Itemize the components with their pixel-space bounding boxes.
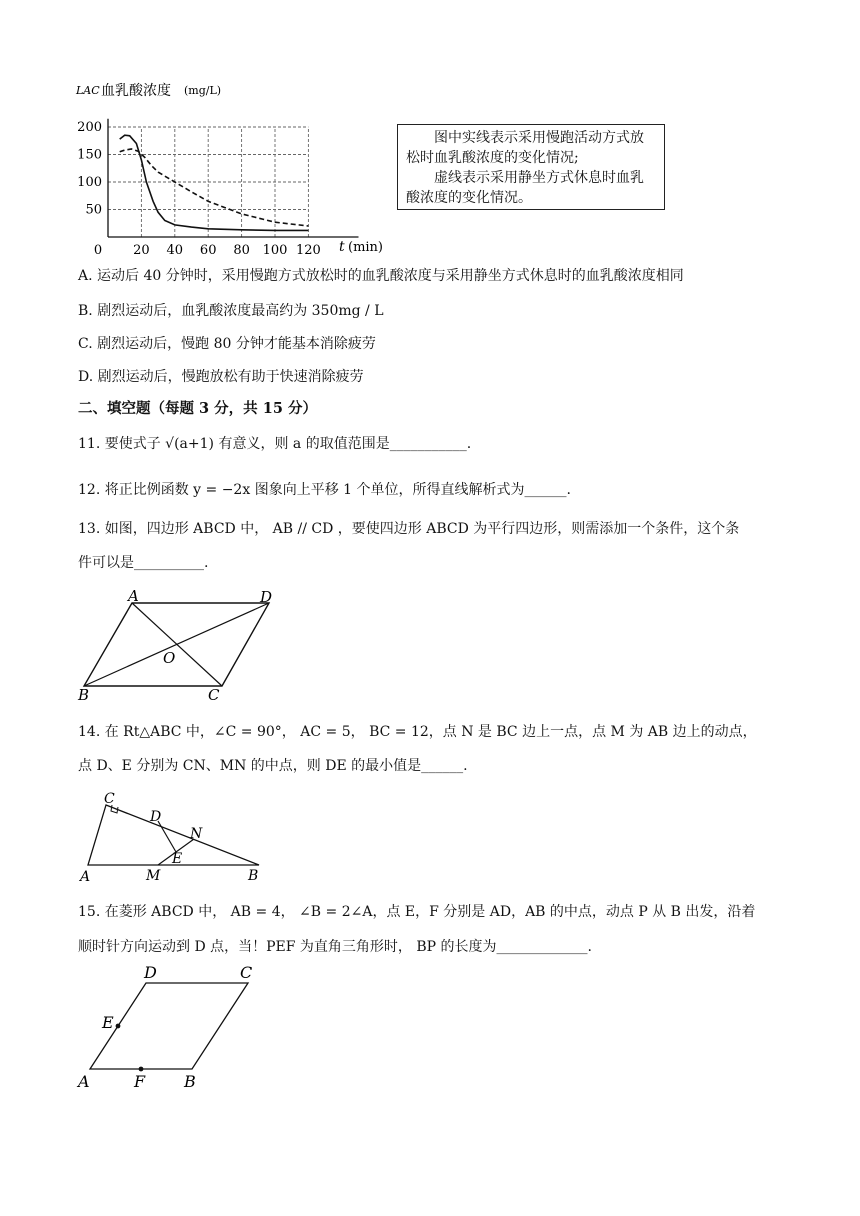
- chart-grid: [108, 127, 308, 237]
- lactate-chart: [70, 74, 390, 258]
- y-axis-var: LAC: [76, 84, 100, 97]
- label-c: C: [208, 686, 220, 703]
- y-tick-label: 50: [85, 202, 102, 218]
- y-axis-label: 血乳酸浓度: [101, 83, 171, 99]
- figure-13-parallelogram: [74, 588, 284, 703]
- question-13-line-2: 件可以是__________.: [78, 555, 209, 571]
- x-tick-label: 100: [262, 243, 288, 258]
- question-15-line-2: 顺时针方向运动到 D 点，当！PEF 为直角三角形时， BP 的长度为_____________.: [78, 939, 592, 955]
- label-f: F: [134, 1072, 146, 1091]
- label-d: D: [150, 809, 162, 825]
- segment-de: [158, 821, 176, 852]
- label-o: O: [163, 649, 176, 667]
- point-f: [139, 1067, 144, 1072]
- label-a: A: [78, 1072, 90, 1091]
- x-tick-label: 40: [166, 243, 184, 258]
- label-d: D: [144, 963, 157, 982]
- option-d: D. 剧烈运动后，慢跑放松有助于快速消除疲劳: [78, 369, 364, 385]
- question-11: 11. 要使式子 √(a+1) 有意义，则 a 的取值范围是___________.: [78, 436, 472, 452]
- label-m: M: [146, 868, 161, 884]
- question-12: 12. 将正比例函数 y = −2x 图象向上平移 1 个单位，所得直线解析式为______.: [78, 482, 571, 498]
- note-line-1: 图中实线表示采用慢跑活动方式放松时血乳酸浓度的变化情况;: [406, 130, 644, 166]
- y-tick-label: 200: [77, 120, 102, 135]
- label-b: B: [78, 686, 90, 703]
- option-c: C. 剧烈运动后，慢跑 80 分钟才能基本消除疲劳: [78, 336, 376, 352]
- y-axis-unit: (mg/L): [184, 84, 222, 97]
- label-a: A: [128, 588, 139, 605]
- label-e: E: [102, 1013, 114, 1032]
- option-b: B. 剧烈运动后，血乳酸浓度最高约为 350mg / L: [78, 303, 384, 319]
- question-13-line-1: 13. 如图，四边形 ABCD 中， AB // CD ，要使四边形 ABCD 为平行四边形，则需添加一个条件，这个条: [78, 521, 740, 537]
- figure-15-rhombus: [74, 962, 264, 1092]
- x-tick-label: 60: [199, 243, 217, 258]
- x-tick-label: 20: [133, 243, 150, 258]
- origin-label: 0: [93, 243, 103, 258]
- x-tick-label: 120: [295, 243, 321, 258]
- label-e: E: [172, 851, 183, 867]
- label-b: B: [184, 1072, 196, 1091]
- option-a: A. 运动后 40 分钟时，采用慢跑方式放松时的血乳酸浓度与采用静坐方式休息时的血乳酸浓度相同: [78, 268, 684, 284]
- label-a: A: [80, 869, 91, 884]
- question-14-line-2: 点 D、E 分别为 CN、MN 的中点，则 DE 的最小值是______.: [78, 758, 468, 774]
- chart-labels: [75, 82, 383, 258]
- chart-series: [120, 135, 309, 230]
- label-c: C: [240, 963, 253, 982]
- label-d: D: [260, 588, 273, 606]
- x-axis-unit: (min): [348, 240, 384, 255]
- x-tick-label: 80: [233, 243, 250, 258]
- rhombus-abcd: [90, 983, 248, 1069]
- question-14-line-1: 14. 在 Rt△ABC 中，∠C = 90°， AC = 5， BC = 12，点 N 是 BC 边上一点，点 M 为 AB 边上的动点，: [78, 724, 757, 740]
- figure-14-triangle: [74, 788, 270, 884]
- question-15-line-1: 15. 在菱形 ABCD 中， AB = 4， ∠B = 2∠A，点 E，F 分别是 AD，AB 的中点，动点 P 从 B 出发，沿着: [78, 904, 756, 920]
- label-n: N: [190, 826, 203, 842]
- point-e: [116, 1024, 121, 1029]
- series-solid-line: [120, 135, 309, 230]
- x-axis-var: t: [339, 239, 345, 255]
- chart-note-box: [397, 124, 665, 210]
- y-tick-label: 100: [77, 175, 102, 190]
- section-heading: 二、填空题（每题 3 分，共 15 分）: [78, 400, 317, 417]
- label-c: C: [104, 791, 115, 807]
- note-line-2: 虚线表示采用静坐方式休息时血乳酸浓度的变化情况。: [406, 170, 644, 206]
- label-b: B: [248, 868, 259, 884]
- y-tick-label: 150: [77, 147, 102, 163]
- diagonal-bd: [84, 603, 269, 686]
